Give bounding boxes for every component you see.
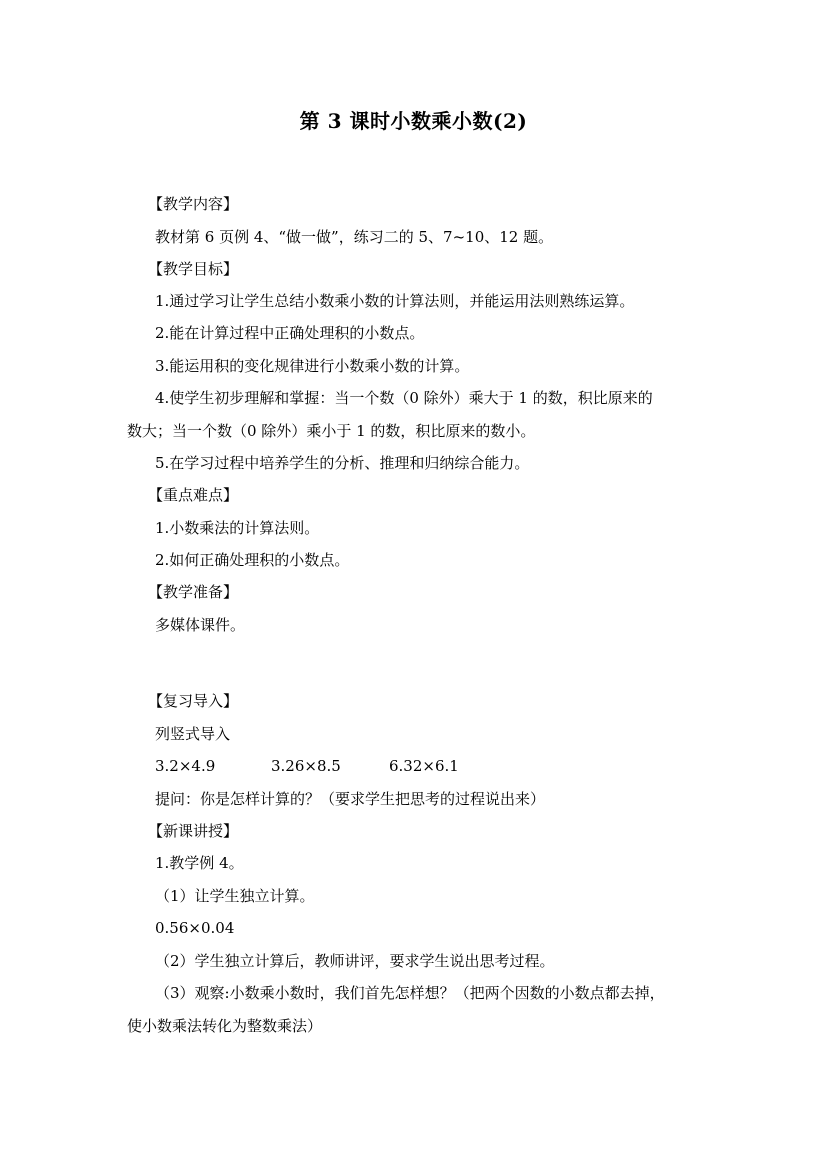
new-lesson-heading: 【新课讲授】 [148,822,239,840]
content-text: 教材第 6 页例 4、“做一做”，练习二的 5、7~10、12 题。 [155,228,554,246]
step-1-expression: 0.56×0.04 [155,919,235,937]
review-expression-1: 3.2×4.9 [155,757,216,775]
review-expression-3: 6.32×6.1 [389,757,459,775]
prep-text: 多媒体课件。 [155,616,246,634]
step-3-continued: 使小数乘法转化为整数乘法） [127,1017,323,1035]
key-points-heading: 【重点难点】 [148,486,239,504]
key-point-2: 2.如何正确处理积的小数点。 [155,551,350,569]
step-1: （1）让学生独立计算。 [155,887,315,905]
goal-item-1: 1.通过学习让学生总结小数乘小数的计算法则，并能运用法则熟练运算。 [155,292,635,310]
prep-heading: 【教学准备】 [148,583,239,601]
document-title: 第 3 课时小数乘小数(2) [299,109,528,133]
review-expression-2: 3.26×8.5 [271,757,341,775]
step-3: （3）观察:小数乘小数时，我们首先怎样想？（把两个因数的小数点都去掉， [155,984,665,1002]
goals-heading: 【教学目标】 [148,260,239,278]
example-title: 1.教学例 4。 [155,854,244,872]
goal-item-3: 3.能运用积的变化规律进行小数乘小数的计算。 [155,357,470,375]
key-point-1: 1.小数乘法的计算法则。 [155,519,320,537]
review-expressions [155,755,459,777]
review-question: 提问：你是怎样计算的？（要求学生把思考的过程说出来） [155,790,546,808]
review-intro: 列竖式导入 [155,725,231,743]
goal-item-5: 5.在学习过程中培养学生的分析、推理和归纳综合能力。 [155,454,530,472]
goal-item-4: 4.使学生初步理解和掌握：当一个数（0 除外）乘大于 1 的数，积比原来的 [155,389,653,407]
goal-item-4-continued: 数大；当一个数（0 除外）乘小于 1 的数，积比原来的数小。 [127,422,536,440]
review-heading: 【复习导入】 [148,692,239,710]
goal-item-2: 2.能在计算过程中正确处理积的小数点。 [155,324,425,342]
step-2: （2）学生独立计算后，教师讲评，要求学生说出思考过程。 [155,952,555,970]
content-heading: 【教学内容】 [148,195,239,213]
